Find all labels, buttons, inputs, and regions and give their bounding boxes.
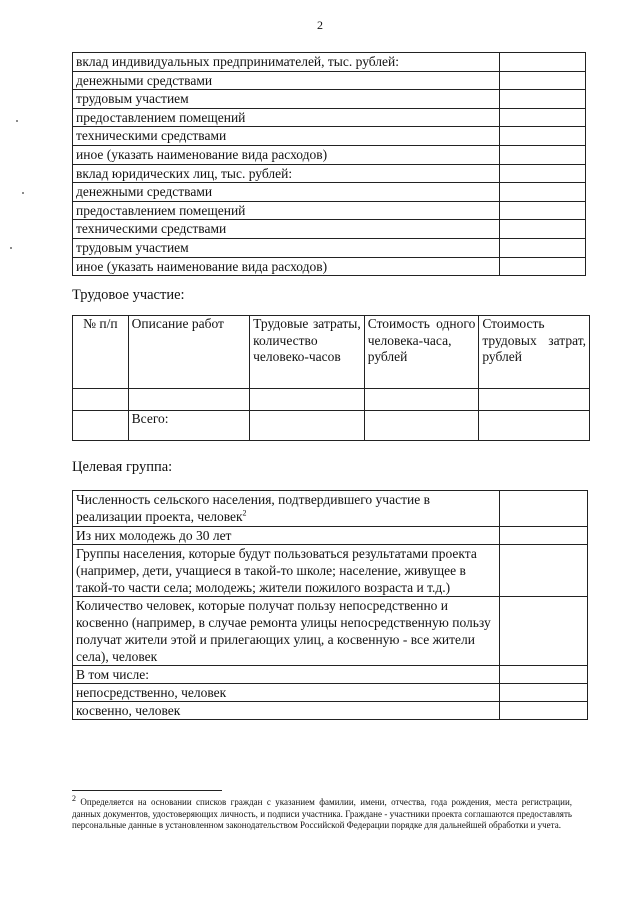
cell[interactable] — [364, 389, 479, 411]
scan-speck — [22, 192, 24, 194]
scan-speck — [10, 247, 12, 249]
cell[interactable] — [73, 389, 129, 411]
row-label: Группы населения, которые будут пользоваться результатами проекта (например, дети, учащиеся в такой-то школе; население, живущее в такой-то части села; молодежь; жители пожилого возраста и т.д.) — [73, 545, 500, 597]
header-description: Описание работ — [128, 316, 249, 389]
total-row — [73, 411, 590, 441]
value-cell[interactable] — [500, 164, 586, 183]
table-row — [73, 183, 586, 202]
header-total-cost: Стоимость трудовых затрат, рублей — [479, 316, 590, 389]
value-cell[interactable] — [500, 257, 586, 276]
table-row — [73, 238, 586, 257]
table-row — [73, 527, 588, 545]
value-cell[interactable] — [500, 220, 586, 239]
labor-table — [72, 315, 590, 441]
table-row — [73, 53, 586, 72]
cell[interactable] — [128, 389, 249, 411]
table-row — [73, 389, 590, 411]
value-cell[interactable] — [500, 90, 586, 109]
row-label: Из них молодежь до 30 лет — [73, 527, 500, 545]
scan-speck — [16, 120, 18, 122]
row-label: иное (указать наименование вида расходов) — [73, 145, 500, 164]
value-cell[interactable] — [500, 666, 588, 684]
contributions-table — [72, 52, 586, 276]
table-row — [73, 491, 588, 527]
footnote-text: Определяется на основании списков граждан с указанием фамилии, имени, отчества, года рождения, места регистрации, данных документов, удостоверяющих личность, и подписи участника. Граждане - участники проекта соглашаются предоставлять персональные данные в установленном законодательством Российской Федерации порядке для дальнейшей обработки и учета. — [72, 797, 573, 830]
table-row — [73, 220, 586, 239]
table-row — [73, 597, 588, 666]
value-cell[interactable] — [500, 71, 586, 90]
row-label: техническими средствами — [73, 220, 500, 239]
header-hour-cost: Стоимость одного человека-часа, рублей — [364, 316, 479, 389]
total-label: Всего: — [128, 411, 249, 441]
row-label: Количество человек, которые получат пользу непосредственно и косвенно (например, в случае ремонта улицы непосредственную пользу получат жители этой и прилегающих улиц, а косвенную - все жители села), человек — [73, 597, 500, 666]
cell[interactable] — [364, 411, 479, 441]
row-label: денежными средствами — [73, 183, 500, 202]
table-row — [73, 666, 588, 684]
value-cell[interactable] — [500, 527, 588, 545]
value-cell[interactable] — [500, 108, 586, 127]
row-label: косвенно, человек — [73, 702, 500, 720]
value-cell[interactable] — [500, 145, 586, 164]
row-label: денежными средствами — [73, 71, 500, 90]
row-label: предоставлением помещений — [73, 108, 500, 127]
row-label: вклад юридических лиц, тыс. рублей: — [73, 164, 500, 183]
value-cell[interactable] — [500, 238, 586, 257]
table-row — [73, 545, 588, 597]
table-row — [73, 90, 586, 109]
target-section-title: Целевая группа: — [72, 459, 173, 475]
value-cell[interactable] — [500, 702, 588, 720]
row-label: иное (указать наименование вида расходов) — [73, 257, 500, 276]
table-row — [73, 702, 588, 720]
table-header-row — [73, 316, 590, 389]
table-row — [73, 71, 586, 90]
table-row — [73, 164, 586, 183]
footnote-marker: 2 — [72, 794, 76, 803]
row-label: вклад индивидуальных предпринимателей, тыс. рублей: — [73, 53, 500, 72]
cell[interactable] — [479, 389, 590, 411]
row-label: трудовым участием — [73, 238, 500, 257]
target-group-table — [72, 490, 588, 720]
value-cell[interactable] — [500, 684, 588, 702]
page-number: 2 — [317, 18, 323, 32]
table-row — [73, 684, 588, 702]
value-cell[interactable] — [500, 545, 588, 597]
table-row — [73, 201, 586, 220]
header-labor-hours: Трудовые затраты, количество человеко-часов — [250, 316, 365, 389]
labor-section-title: Трудовое участие: — [72, 287, 185, 303]
cell[interactable] — [250, 411, 365, 441]
value-cell[interactable] — [500, 127, 586, 146]
row-label: трудовым участием — [73, 90, 500, 109]
value-cell[interactable] — [500, 183, 586, 202]
table-row — [73, 145, 586, 164]
footnote-ref: 2 — [242, 508, 247, 518]
cell[interactable] — [479, 411, 590, 441]
value-cell[interactable] — [500, 53, 586, 72]
row-label: В том числе: — [73, 666, 500, 684]
cell[interactable] — [73, 411, 129, 441]
table-row — [73, 257, 586, 276]
row-label: предоставлением помещений — [73, 201, 500, 220]
table-row — [73, 108, 586, 127]
footnote-divider — [72, 790, 222, 791]
cell[interactable] — [250, 389, 365, 411]
table-row — [73, 127, 586, 146]
row-label: техническими средствами — [73, 127, 500, 146]
row-label: непосредственно, человек — [73, 684, 500, 702]
value-cell[interactable] — [500, 491, 588, 527]
header-number: № п/п — [73, 316, 129, 389]
row-label: Численность сельского населения, подтвердившего участие в реализации проекта, человек$^2$ — [73, 491, 500, 527]
value-cell[interactable] — [500, 201, 586, 220]
value-cell[interactable] — [500, 597, 588, 666]
footnote — [72, 794, 573, 832]
